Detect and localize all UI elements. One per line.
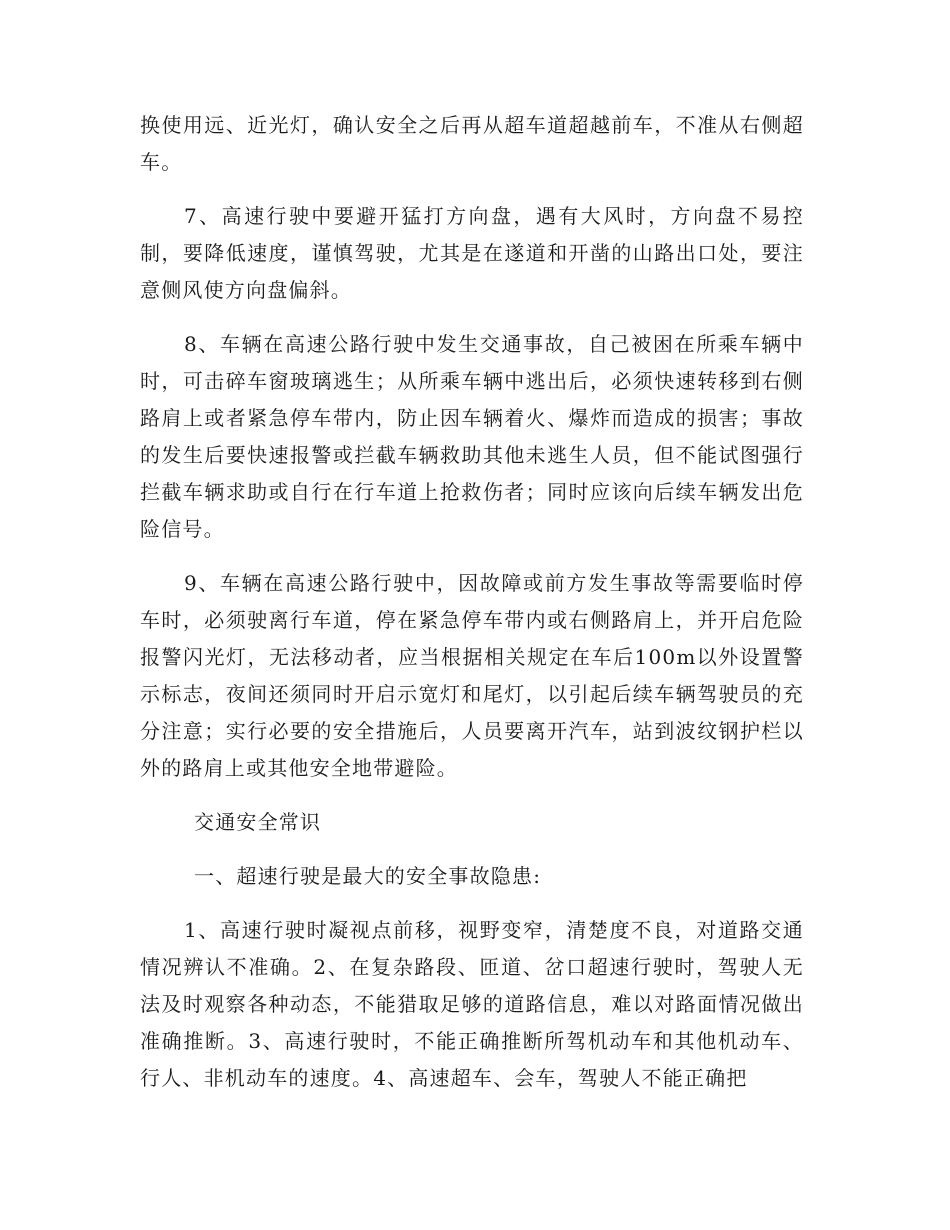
paragraph-item-7: 7、高速行驶中要避开猛打方向盘，遇有大风时，方向盘不易控制，要降低速度，谨慎驾驶，尤其是在遂道和开凿的山路出口处，要注意侧风使方向盘偏斜。 — [140, 204, 804, 302]
paragraph-item-8: 8、车辆在高速公路行驶中发生交通事故，自己被困在所乘车辆中时，可击碎车窗玻璃逃生；从所乘车辆中逃出后，必须快速转移到右侧路肩上或者紧急停车带内，防止因车辆着火、爆炸而造成的损害；事故的发生后要快速报警或拦截车辆救助其他未逃生人员，但不能试图强行拦截车辆求助或自行在行车道上抢救伤者；同时应该向后续车辆发出危险信号。 — [140, 332, 804, 541]
section-heading-traffic-safety: 交通安全常识 — [194, 810, 322, 834]
subsection-heading-speeding: 一、超速行驶是最大的安全事故隐患: — [194, 864, 542, 888]
document-body — [140, 107, 804, 1114]
paragraph-continued: 换使用远、近光灯，确认安全之后再从超车道超越前车，不准从右侧超车。 — [140, 113, 804, 174]
paragraph-speeding-points: 1、高速行驶时凝视点前移，视野变窄，清楚度不良，对道路交通情况辨认不准确。2、在复杂路段、匝道、岔口超速行驶时，驾驶人无法及时观察各种动态，不能猎取足够的道路信息，难以对路面情况做出准确推断。3、高速行驶时，不能正确推断所驾机动车和其他机动车、行人、非机动车的速度。4、高速超车、会车，驾驶人不能正确把 — [140, 918, 804, 1090]
paragraph-item-9: 9、车辆在高速公路行驶中，因故障或前方发生事故等需要临时停车时，必须驶离行车道，停在紧急停车带内或右侧路肩上，并开启危险报警闪光灯，无法移动者，应当根据相关规定在车后100m以外设置警示标志，夜间还须同时开启示宽灯和尾灯，以引起后续车辆驾驶员的充分注意；实行必要的安全措施后，人员要离开汽车，站到波纹钢护栏以外的路肩上或其他安全地带避险。 — [140, 571, 804, 780]
